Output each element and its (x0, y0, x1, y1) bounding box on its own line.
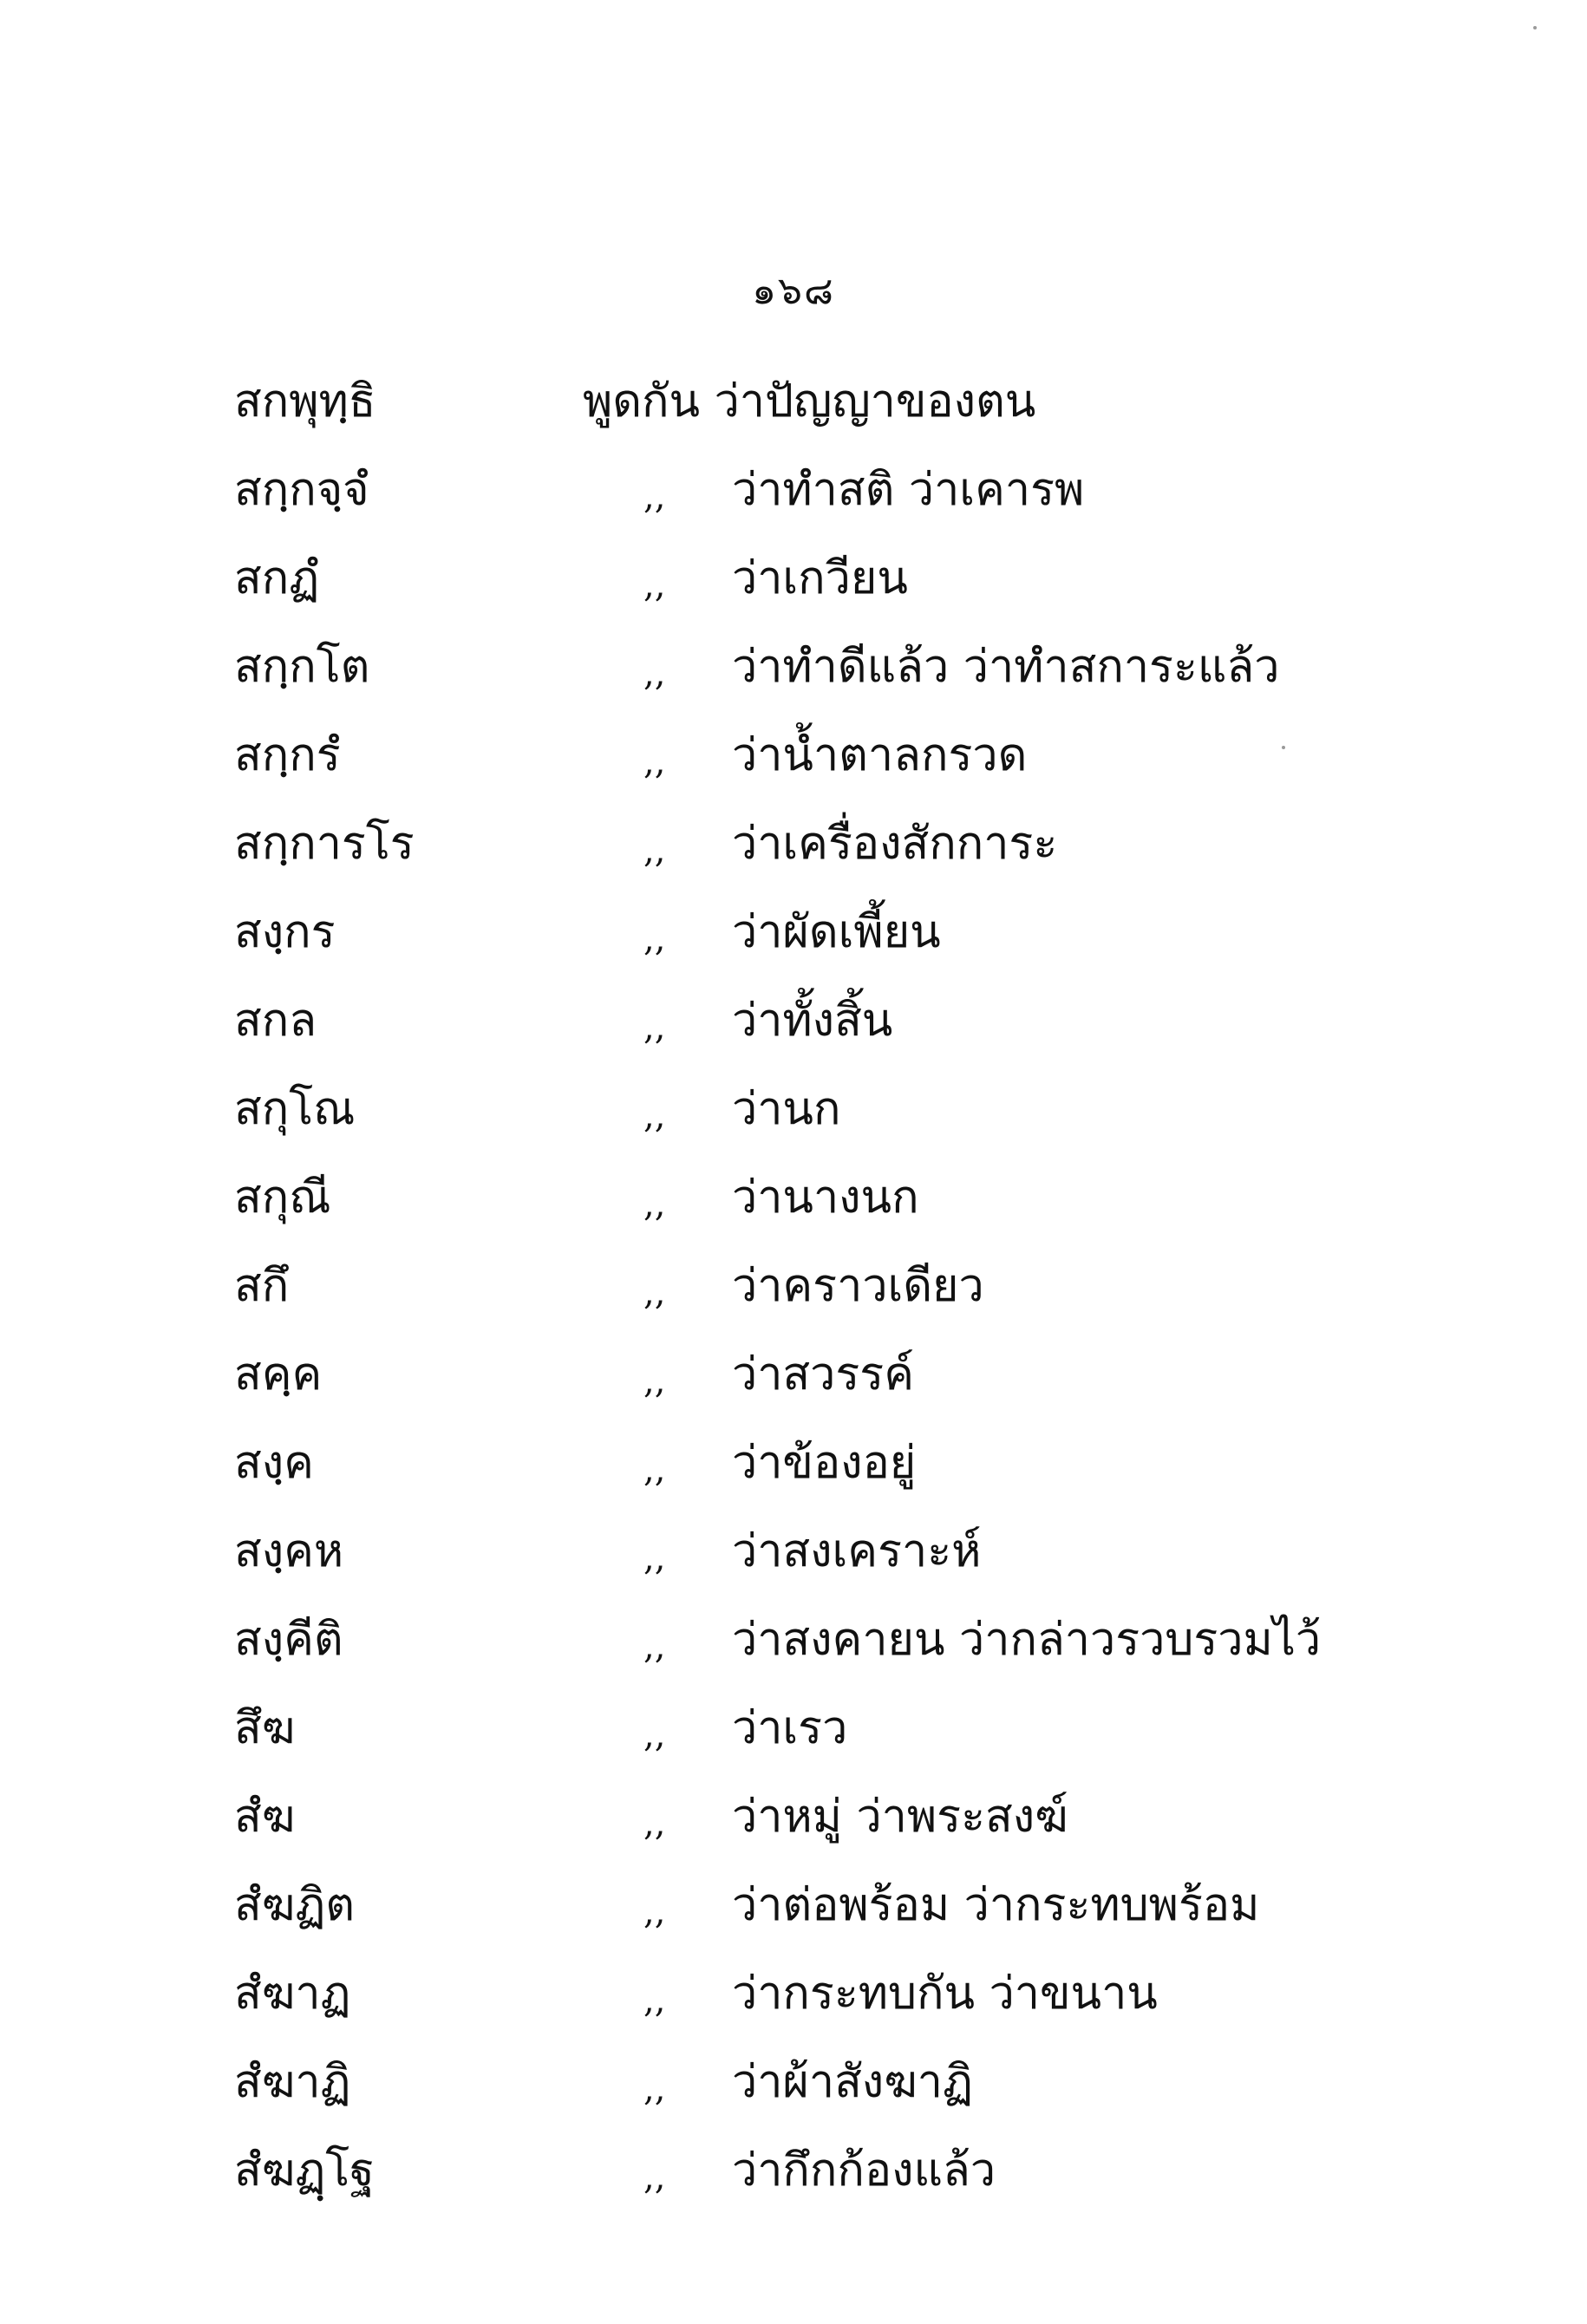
entry-headword: สกล (234, 995, 317, 1047)
entry-headword: สํฆฏฺโฐ (234, 2144, 375, 2197)
ditto-mark: ,, (643, 654, 666, 694)
ditto-mark: ,, (643, 1361, 666, 1401)
entry-headword: สกึ (234, 1260, 290, 1312)
dictionary-entries (234, 357, 1448, 2215)
entry-headword: สํฆาฏิ (234, 2056, 351, 2108)
entry-headword: สํฆฏิต (234, 1879, 356, 1931)
dictionary-entry (234, 976, 1448, 1065)
entry-headword: สํฆ (234, 1791, 296, 1843)
dictionary-entry (234, 2126, 1448, 2215)
entry-meaning: ว่าเครื่องสักการะ (732, 818, 1058, 870)
dictionary-entry (234, 1153, 1448, 1242)
dictionary-entry (234, 1684, 1448, 1772)
dictionary-entry (234, 1949, 1448, 2038)
entry-headword: สึฆ (234, 1702, 296, 1754)
entry-meaning: ว่าทำดีแล้ว ว่าทำสการะแล้ว (732, 641, 1280, 693)
entry-headword: สกฺกจฺจํ (234, 464, 369, 516)
entry-meaning: ว่าน้ำตาลกรวด (732, 729, 1028, 781)
dictionary-entry (234, 1419, 1448, 1507)
entry-meaning: ว่าเกวียน (732, 552, 908, 604)
dictionary-entry (234, 800, 1448, 888)
dictionary-entry (234, 623, 1448, 711)
ditto-mark: ,, (643, 565, 666, 605)
ditto-mark: ,, (643, 1008, 666, 1048)
ditto-mark: ,, (643, 831, 666, 871)
entry-meaning: ว่าทำสติ ว่าเคารพ (732, 464, 1085, 516)
ditto-mark: ,, (643, 2069, 666, 2109)
entry-meaning: ว่าผ้าสังฆาฏิ (732, 2056, 973, 2108)
entry-meaning: ว่าคราวเดียว (732, 1260, 984, 1312)
scan-speck (1533, 26, 1537, 29)
dictionary-entry (234, 1065, 1448, 1153)
entry-headword: สกฺกโต (234, 641, 370, 693)
ditto-mark: ,, (643, 1715, 666, 1755)
entry-meaning: ว่านางนก (732, 1172, 919, 1224)
ditto-mark: ,, (643, 477, 666, 517)
dictionary-entry (234, 2038, 1448, 2126)
dictionary-entry (234, 534, 1448, 623)
dictionary-entry (234, 1507, 1448, 1596)
entry-meaning: ว่าผัดเพี้ยน (732, 906, 941, 958)
entry-headword: สกุณี (234, 1172, 331, 1224)
ditto-mark: ,, (643, 1804, 666, 1844)
dictionary-entry (234, 711, 1448, 800)
entry-headword: สงฺกร (234, 906, 336, 958)
ditto-mark: ,, (643, 742, 666, 782)
entry-headword: สงฺคห (234, 1525, 344, 1577)
dictionary-entry (234, 1596, 1448, 1684)
entry-meaning: ว่าหมู่ ว่าพระสงฆ์ (732, 1791, 1068, 1843)
dictionary-entry (234, 888, 1448, 976)
page-number: ๑๖๘ (752, 269, 835, 313)
ditto-mark: ,, (643, 1273, 666, 1313)
dictionary-entry (234, 1772, 1448, 1861)
dictionary-entry (234, 1242, 1448, 1330)
entry-headword: สกฺการโร (234, 818, 415, 870)
ditto-mark: ,, (643, 1892, 666, 1932)
entry-meaning: ว่านก (732, 1083, 841, 1135)
ditto-mark: ,, (643, 1538, 666, 1578)
entry-meaning: ว่าสงเคราะห์ (732, 1525, 982, 1577)
entry-meaning: ว่าสวรรค์ (732, 1348, 914, 1400)
ditto-mark: ,, (643, 1627, 666, 1667)
dictionary-entry (234, 357, 1448, 446)
entry-headword: สกพุทฺธิ (234, 375, 376, 428)
entry-meaning: ว่าต่อพร้อม ว่ากระทบพร้อม (732, 1879, 1260, 1931)
entry-meaning: ว่าทั้งสิ้น (732, 995, 893, 1047)
entry-headword: สงฺคีติ (234, 1614, 343, 1666)
entry-headword: สกฺกรํ (234, 729, 341, 781)
entry-headword: สกุโณ (234, 1083, 356, 1135)
ditto-mark: ,, (643, 1185, 666, 1224)
scan-speck (1282, 746, 1285, 749)
entry-meaning: ว่าสงคายน ว่ากล่าวรวบรวมไว้ (732, 1614, 1322, 1666)
entry-meaning: ว่ากระทบกัน ว่าขนาน (732, 1968, 1158, 2020)
entry-headword: สคฺค (234, 1348, 323, 1400)
entry-meaning: พูดกัน ว่าปัญญาของตน (583, 375, 1036, 428)
entry-meaning: ว่ากึกก้องแล้ว (732, 2144, 996, 2197)
ditto-mark: ,, (643, 1450, 666, 1490)
dictionary-entry (234, 1861, 1448, 1949)
ditto-mark: ,, (643, 1981, 666, 2020)
ditto-mark: ,, (643, 1096, 666, 1136)
ditto-mark: ,, (643, 919, 666, 959)
entry-meaning: ว่าเรว (732, 1702, 848, 1754)
dictionary-entry (234, 1330, 1448, 1419)
entry-meaning: ว่าข้องอยู่ (732, 1437, 917, 1489)
entry-headword: สํฆาฏ (234, 1968, 351, 2020)
entry-headword: สกฏํ (234, 552, 320, 604)
entry-headword: สงฺค (234, 1437, 314, 1489)
ditto-mark: ,, (643, 2158, 666, 2197)
dictionary-entry (234, 446, 1448, 534)
